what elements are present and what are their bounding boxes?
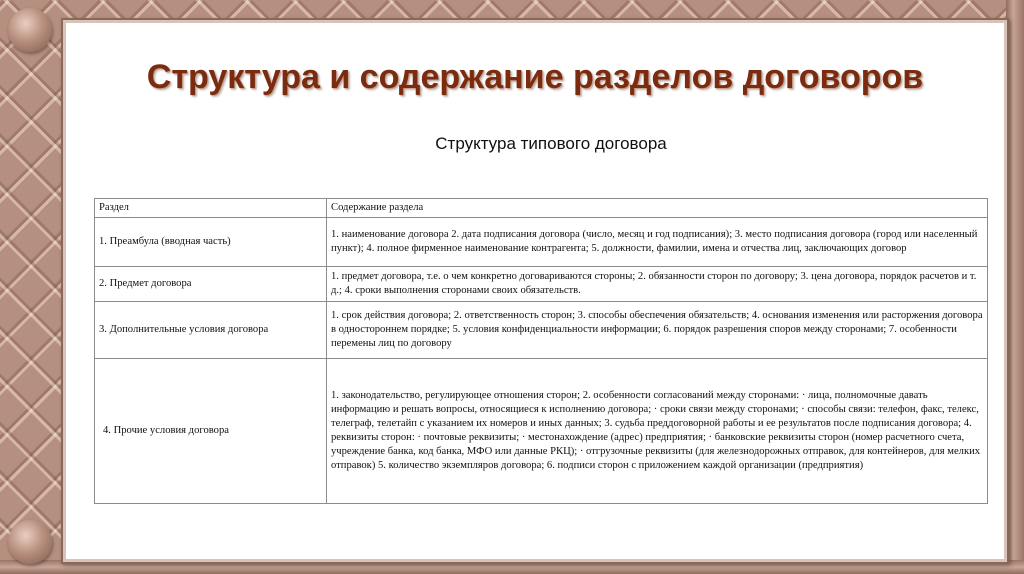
table-caption [63, 134, 1007, 154]
table-row [95, 359, 988, 504]
corner-rivet-top-left [8, 8, 52, 52]
table-caption-text: Структура типового договора [435, 134, 667, 153]
table-row [95, 218, 988, 267]
table-row [95, 267, 988, 302]
corner-rivet-bottom-left [8, 520, 52, 564]
cell-content: 1. предмет договора, т.е. о чем конкретно договариваются стороны; 2. обязанности сторон по договору; 3. цена договора, порядок расчетов и т. д.; 4. сроки выполнения сторонами своих обязательств. [327, 267, 988, 302]
cell-content: 1. наименование договора 2. дата подписания договора (число, месяц и год подписания); 3. место подписания договора (город или населенный пункт); 4. полное фирменное наименование контрагента; 5. должности, фамилии, имена и отчества лиц, заключающих договор [327, 218, 988, 267]
table-row [95, 302, 988, 359]
header-section: Раздел [95, 199, 327, 218]
slide-panel [61, 18, 1009, 564]
cell-section: 1. Преамбула (вводная часть) [95, 218, 327, 267]
cell-section: 4. Прочие условия договора [95, 359, 327, 504]
cell-section: 3. Дополнительные условия договора [95, 302, 327, 359]
table-header-row [95, 199, 988, 218]
header-content: Содержание раздела [327, 199, 988, 218]
slide-title: Структура и содержание разделов договоров [146, 58, 924, 96]
cell-content: 1. законодательство, регулирующее отношения сторон; 2. особенности согласований между сторонами: · лица, полномочные давать информацию и решать вопросы, относящиеся к исполнению договора; · сроки связи между сторонами; · способы связи: телефон, факс, телекс, телеграф, телетайп с указанием их номеров и иных данных; 3. судьба преддоговорной работы и ее результатов после подписания договора; 4. реквизиты сторон: · почтовые реквизиты; · местонахождение (адрес) предприятия; · банковские реквизиты сторон (номер расчетного счета, учреждение банка, код банка, МФО или данные РКЦ); · отгрузочные реквизиты (для железнодорожных отправок, для контейнеров, для мелких отправок) 5. количество экземпляров договора; 6. подписи сторон с приложением каждой организации (предприятия) [327, 359, 988, 504]
contract-structure-table [94, 198, 988, 504]
cell-content: 1. срок действия договора; 2. ответственность сторон; 3. способы обеспечения обязательств; 4. основания изменения или расторжения договора в одностороннем порядке; 5. условия конфиденциальности информации; 6. порядок разрешения споров между сторонами; 7. особенности перемены лиц по договору [327, 302, 988, 359]
cell-section: 2. Предмет договора [95, 267, 327, 302]
